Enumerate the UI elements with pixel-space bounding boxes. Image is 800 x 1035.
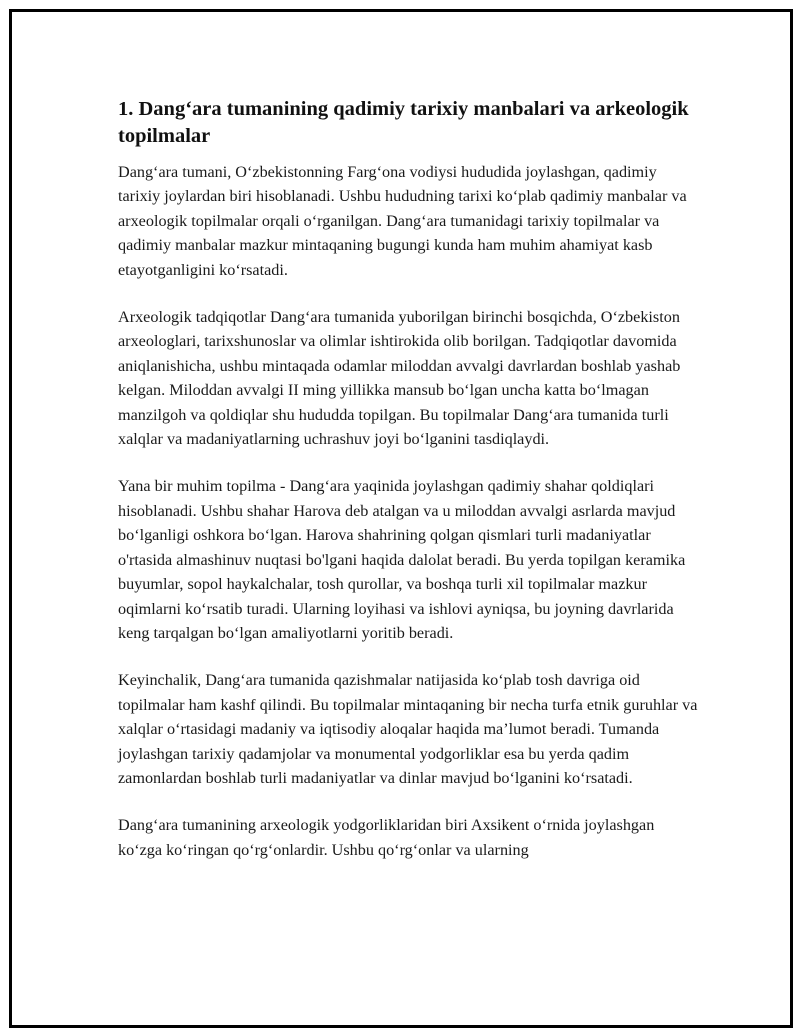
page-frame — [9, 9, 793, 1028]
paragraph-5: Dang‘ara tumanining arxeologik yodgorliklaridan biri Axsikent o‘rnida joylashgan ko‘zga ko‘ringan qo‘rg‘onlardir. Ushbu qo‘rg‘onlar va ularning — [118, 816, 655, 859]
section-heading: 1. Dang‘ara tumanining qadimiy tarixiy manbalari va arkeologik topilmalar — [118, 98, 689, 147]
paragraph-1: Dang‘ara tumani, O‘zbekistonning Farg‘ona vodiysi hududida joylashgan, qadimiy tarixiy joylardan biri hisoblanadi. Ushbu hududning tarixi ko‘plab qadimiy manbalar va arxeologik topilmalar orqali o‘rganilgan. Dang‘ara tumanidagi tarixiy topilmalar va qadimiy manbalar mazkur mintaqaning bugungi kunda ham muhim ahamiyat kasb etayotganligini ko‘rsatadi. — [118, 163, 687, 279]
document-body — [118, 96, 698, 885]
paragraph-3: Yana bir muhim topilma - Dang‘ara yaqinida joylashgan qadimiy shahar qoldiqlari hisoblanadi. Ushbu shahar Harova deb atalgan va u miloddan avvalgi asrlarda mavjud bo‘lganligi oshkora bo‘lgan. Harova shahrining qolgan qismlari turli madaniyatlar o'rtasida almashinuv nuqtasi bo'lgani haqida dalolat beradi. Bu yerda topilgan keramika buyumlar, sopol haykalchalar, tosh qurollar, va boshqa turli xil topilmalar mazkur oqimlarni ko‘rsatib turadi. Ularning loyihasi va ishlovi ayniqsa, bu joyning davrlarida keng tarqalgan bo‘lgan amaliyotlarni yoritib beradi. — [118, 477, 686, 642]
paragraph-4: Keyinchalik, Dang‘ara tumanida qazishmalar natijasida ko‘plab tosh davriga oid topilmalar ham kashf qilindi. Bu topilmalar mintaqaning bir necha turfa etnik guruhlar va xalqlar o‘rtasidagi madaniy va iqtisodiy aloqalar haqida ma’lumot beradi. Tumanda joylashgan tarixiy qadamjolar va monumental yodgorliklar esa bu yerda qadim zamonlardan boshlab turli madaniyatlar va dinlar mavjud bo‘lganini ko‘rsatadi. — [118, 671, 698, 787]
paragraph-2: Arxeologik tadqiqotlar Dang‘ara tumanida yuborilgan birinchi bosqichda, O‘zbekiston arxeologlari, tarixshunoslar va olimlar ishtirokida olib borilgan. Tadqiqotlar davomida aniqlanishicha, ushbu mintaqada odamlar miloddan avvalgi davrlardan boshlab yashab kelgan. Miloddan avvalgi II ming yillikka mansub bo‘lgan uncha katta bo‘lmagan manzilgoh va qoldiqlar shu hududda topilgan. Bu topilmalar Dang‘ara tumanida turli xalqlar va madaniyatlarning uchrashuv joyi bo‘lganini tasdiqlaydi. — [118, 308, 681, 449]
